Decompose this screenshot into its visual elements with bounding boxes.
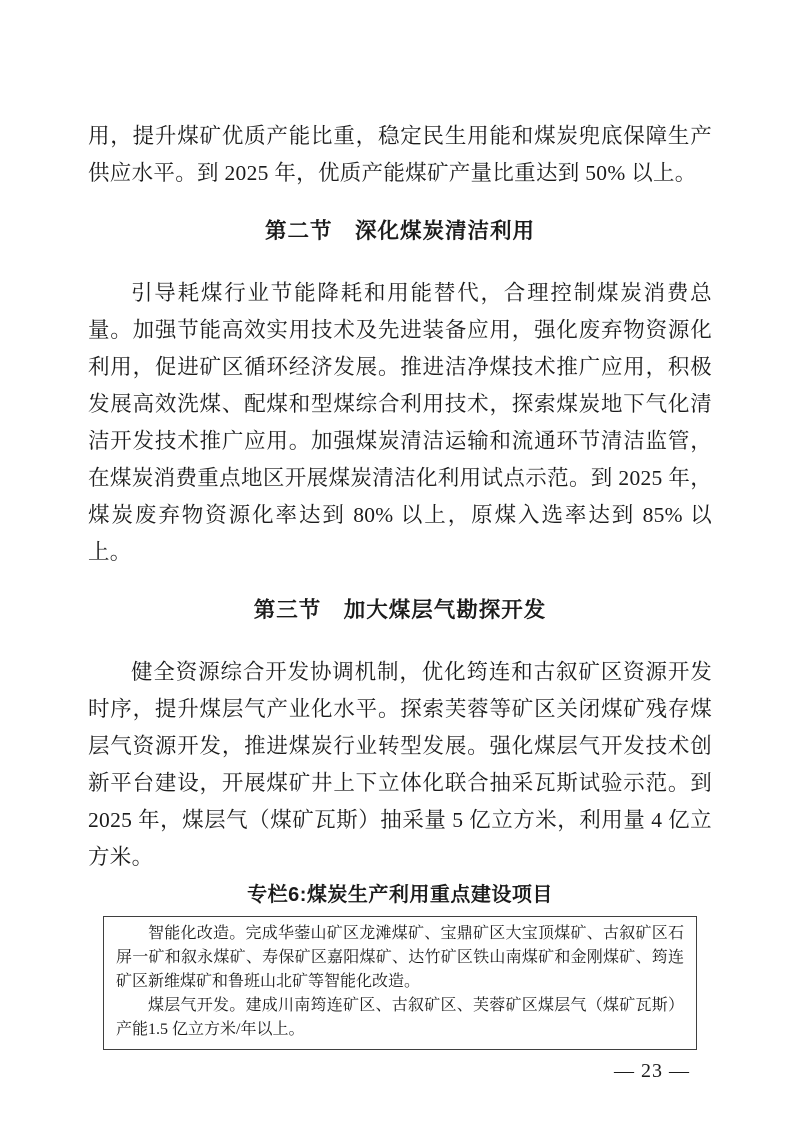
box-6-coal-projects <box>103 916 697 1050</box>
paragraph-continuation: 用，提升煤矿优质产能比重，稳定民生用能和煤炭兜底保障生产供应水平。到 2025 年，优质产能煤矿产量比重达到 50% 以上。 <box>88 124 712 185</box>
box-6-title: 专栏6:煤炭生产利用重点建设项目 <box>247 884 553 906</box>
box-paragraph-intelligent-upgrade: 智能化改造。完成华蓥山矿区龙滩煤矿、宝鼎矿区大宝顶煤矿、古叙矿区石屏一矿和叙永煤矿、寿保矿区嘉阳煤矿、达竹矿区铁山南煤矿和金刚煤矿、筠连矿区新维煤矿和鲁班山北矿等智能化改造。 <box>116 925 684 990</box>
page-number: — 23 — <box>614 1060 690 1082</box>
section-3-heading: 第三节 加大煤层气勘探开发 <box>253 598 547 622</box>
section-3-paragraph: 健全资源综合开发协调机制，优化筠连和古叙矿区资源开发时序，提升煤层气产业化水平。探索芙蓉等矿区关闭煤矿残存煤层气资源开发，推进煤炭行业转型发展。强化煤层气开发技术创新平台建设，开展煤矿井上下立体化联合抽采瓦斯试验示范。到 2025 年，煤层气（煤矿瓦斯）抽采量 5 亿立方米，利用量 4 亿立方米。 <box>88 660 712 869</box>
section-2-paragraph: 引导耗煤行业节能降耗和用能替代，合理控制煤炭消费总量。加强节能高效实用技术及先进装备应用，强化废弃物资源化利用，促进矿区循环经济发展。推进洁净煤技术推广应用，积极发展高效洗煤、配煤和型煤综合利用技术，探索煤炭地下气化清洁开发技术推广应用。加强煤炭清洁运输和流通环节清洁监管，在煤炭消费重点地区开展煤炭清洁化利用试点示范。到 2025 年，煤炭废弃物资源化率达到 80% 以上，原煤入选率达到 85% 以上。 <box>88 281 712 564</box>
section-2-heading: 第二节 深化煤炭清洁利用 <box>264 219 535 243</box>
box-paragraph-cbm-development: 煤层气开发。建成川南筠连矿区、古叙矿区、芙蓉矿区煤层气（煤矿瓦斯）产能1.5 亿立方米/年以上。 <box>116 997 684 1038</box>
